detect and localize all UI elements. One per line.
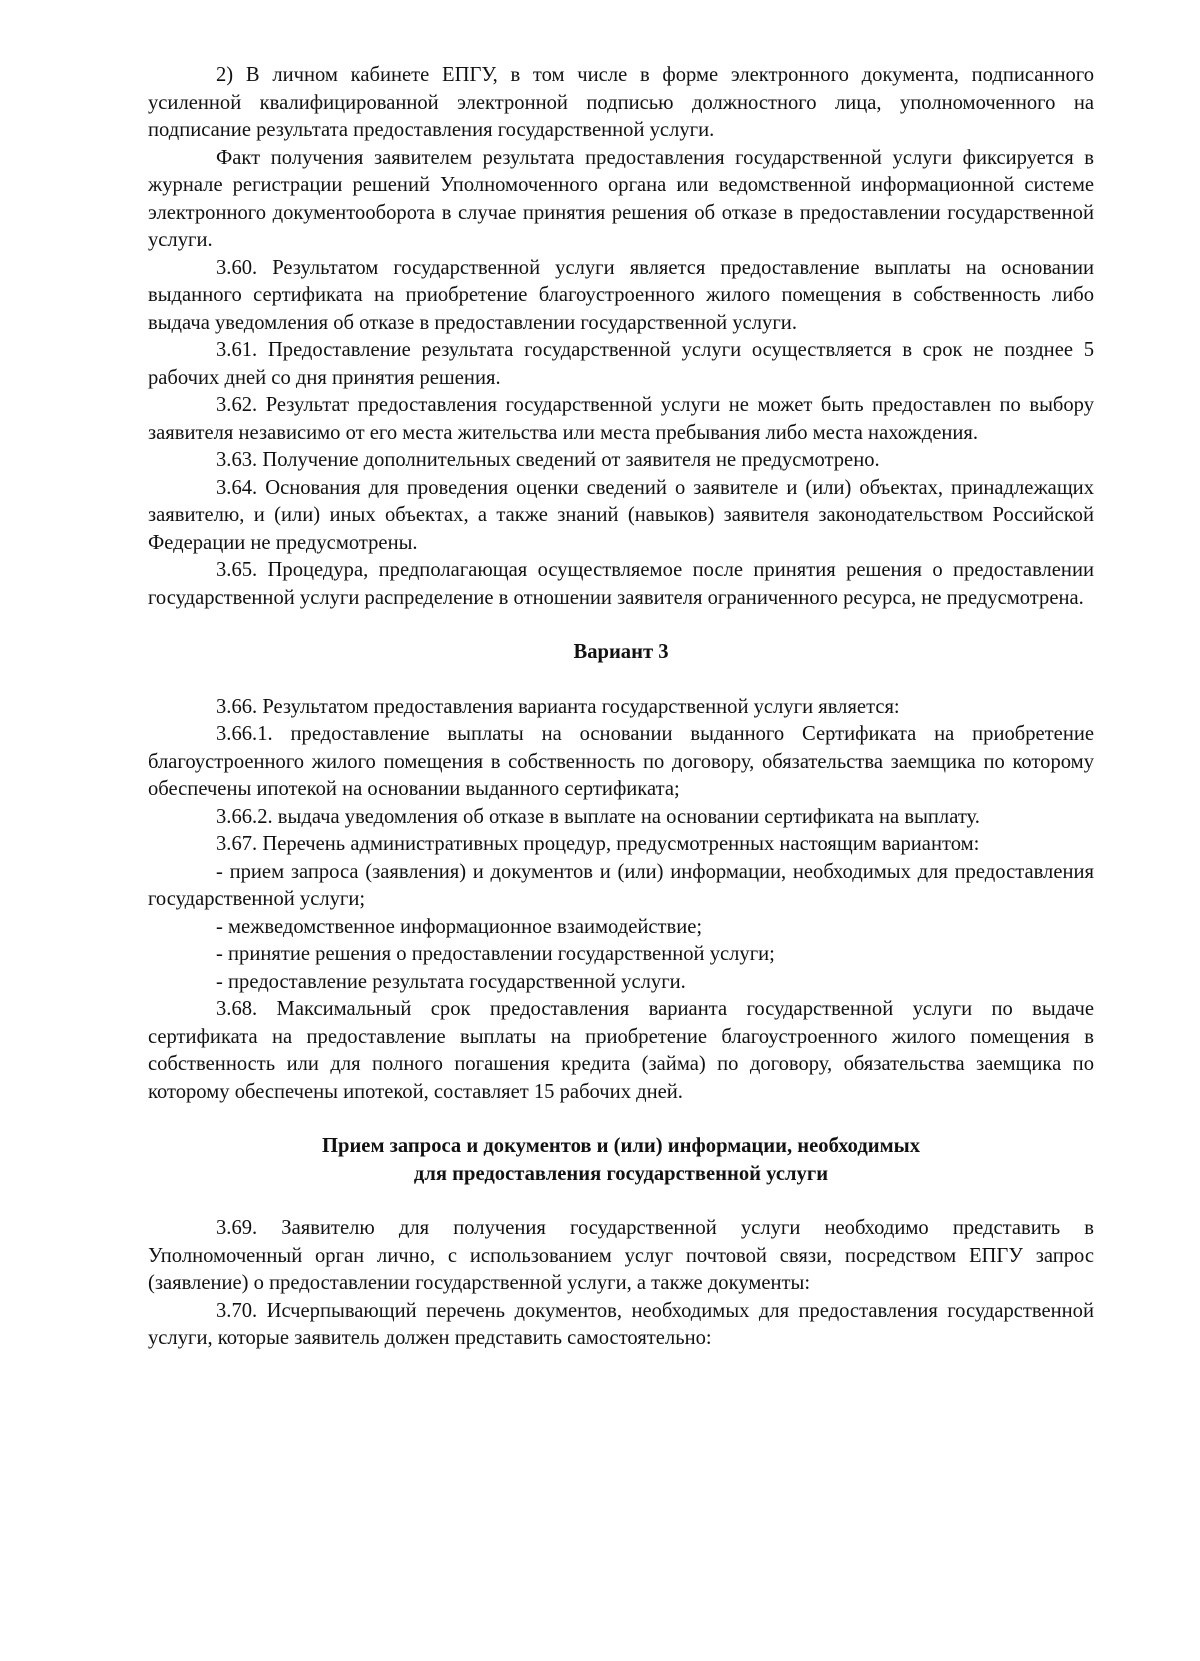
paragraph: 3.63. Получение дополнительных сведений от заявителя не предусмотрено. bbox=[216, 449, 880, 471]
paragraph: 3.67. Перечень административных процедур, предусмотренных настоящим вариантом: bbox=[216, 833, 980, 855]
list-item: - принятие решения о предоставлении государственной услуги; bbox=[216, 943, 775, 965]
list-item: - прием запроса (заявления) и документов и (или) информации, необходимых для предоставления государственной услуги; bbox=[148, 860, 1094, 910]
section-heading-request bbox=[148, 1133, 1094, 1188]
document-page bbox=[148, 62, 1094, 1353]
paragraph: 3.69. Заявителю для получения государственной услуги необходимо представить в Уполномоченный орган лично, с использованием услуг почтовой связи, посредством ЕПГУ запрос (заявление) о предоставлении государственной услуги, а также документы: bbox=[148, 1217, 1094, 1294]
heading-line-2: для предоставления государственной услуги bbox=[413, 1162, 829, 1185]
paragraph: 3.70. Исчерпывающий перечень документов, необходимых для предоставления государственной услуги, которые заявитель должен представить самостоятельно: bbox=[148, 1299, 1094, 1349]
paragraph: 3.62. Результат предоставления государственной услуги не может быть предоставлен по выбору заявителя независимо от его места жительства или места пребывания либо места нахождения. bbox=[148, 394, 1094, 444]
paragraph: 3.66. Результатом предоставления варианта государственной услуги является: bbox=[216, 695, 900, 718]
paragraph: 3.66.1. предоставление выплаты на основании выданного Сертификата на приобретение благоустроенного жилого помещения в собственность по договору, обязательства заемщика по которому обеспечены ипотекой на основании выданного сертификата; bbox=[148, 723, 1094, 800]
list-item: - межведомственное информационное взаимодействие; bbox=[216, 915, 703, 938]
paragraph: 2) В личном кабинете ЕПГУ, в том числе в форме электронного документа, подписанного усиленной квалифицированной электронной подписью должностного лица, уполномоченного на подписание результата предоставления государственной услуги. bbox=[148, 64, 1094, 141]
paragraph: 3.64. Основания для проведения оценки сведений о заявителе и (или) объектах, принадлежащих заявителю, и (или) иных объектах, а также знаний (навыков) заявителя законодательством Российской Федерации не предусмотрены. bbox=[148, 476, 1094, 554]
paragraph: 3.68. Максимальный срок предоставления варианта государственной услуги по выдаче сертификата на предоставление выплаты на приобретение благоустроенного жилого помещения в собственность или для полного погашения кредита (займа) по договору, обязательства заемщика по которому обеспечены ипотекой, составляет 15 рабочих дней. bbox=[148, 998, 1094, 1103]
heading-line-1: Прием запроса и документов и (или) информации, необходимых bbox=[321, 1135, 921, 1157]
paragraph: Факт получения заявителем результата предоставления государственной услуги фиксируется в журнале регистрации решений Уполномоченного органа или ведомственной информационной системе электронного документооборота в случае принятия решения об отказе в предоставлении государственной услуги. bbox=[148, 146, 1094, 251]
paragraph: 3.66.2. выдача уведомления об отказе в выплате на основании сертификата на выплату. bbox=[216, 805, 980, 828]
paragraph: 3.60. Результатом государственной услуги является предоставление выплаты на основании выданного сертификата на приобретение благоустроенного жилого помещения в собственность либо выдача уведомления об отказе в предоставлении государственной услуги. bbox=[148, 256, 1094, 334]
section-heading-variant: Вариант 3 bbox=[573, 641, 669, 663]
paragraph: 3.61. Предоставление результата государственной услуги осуществляется в срок не позднее 5 рабочих дней со дня принятия решения. bbox=[148, 339, 1094, 389]
list-item: - предоставление результата государственной услуги. bbox=[216, 970, 686, 993]
paragraph: 3.65. Процедура, предполагающая осуществляемое после принятия решения о предоставлении государственной услуги распределение в отношении заявителя ограниченного ресурса, не предусмотрена. bbox=[148, 559, 1094, 609]
